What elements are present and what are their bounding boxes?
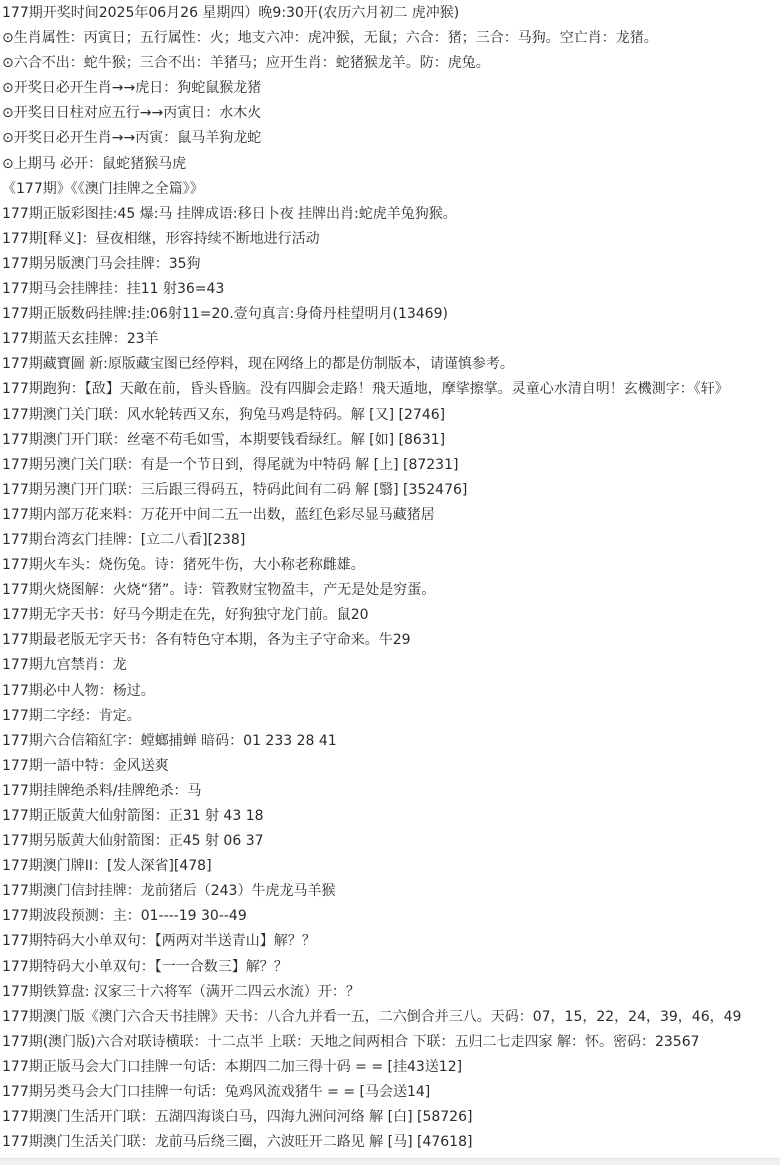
list-item: 177期另澳门关门联：有是一个节日到，得尾就为中特码 解 [上] [87231] — [2, 456, 459, 473]
list-item: 177期另版黄大仙射箭图：正45 射 06 37 — [2, 833, 264, 850]
draw-time-line: 177期开奖时间2025年06月26 星期四）晚9:30开(农历六月初二 虎冲猴) — [2, 5, 460, 21]
list-item: 177期藏寶圖 新:原版藏宝图已经停料，现在网络上的都是仿制版本，请谨慎参考。 — [2, 356, 514, 373]
list-item: 177期必中人物：杨过。 — [2, 682, 155, 699]
list-item: 177期另澳门开门联：三后跟三得码五，特码此间有二码 解 [翳] [352476] — [2, 481, 468, 498]
list-item: 177期马会挂牌挂：挂11 射36=43 — [2, 281, 225, 298]
list-item: 177期特码大小单双句：【一一合数三】解？？ — [2, 958, 288, 975]
bingyin-line: ⊙开奖日必开生肖→→丙寅：鼠马羊狗龙蛇 — [2, 130, 262, 147]
previous-issue-line: ⊙上期马 必开：鼠蛇猪猴马虎 — [2, 155, 187, 172]
combination-line: ⊙六合不出：蛇牛猴；三合不出：羊猪马；应开生肖：蛇猪猴龙羊。防：虎兔。 — [2, 55, 490, 72]
list-item: 177期澳门开门联：丝毫不苟毛如雪，本期要钱看绿红。解 [如] [8631] — [2, 431, 446, 448]
list-item: 177期铁算盘: 汉家三十六将军（满开二四云水流）开：？ — [2, 983, 360, 1000]
list-item: 177期无字天书：好马今期走在先，好狗独守龙门前。鼠20 — [2, 607, 369, 624]
tiger-day-line: ⊙开奖日必开生肖→→虎日：狗蛇鼠猴龙猪 — [2, 80, 262, 97]
list-item: 177期一語中特：金风送爽 — [2, 757, 169, 774]
list-item: 177期[释义]：昼夜相继，形容持续不断地进行活动 — [2, 230, 320, 247]
list-item: 177期正版马会大门口挂牌一句话：本期四二加三得十码 = = [挂43送12] — [2, 1058, 463, 1075]
list-item: 177期火烧图解：火烧“猪”。诗：管教财宝物盈丰，产无是处是穷蛋。 — [2, 582, 436, 599]
list-item: 177期澳门信封挂牌：龙前猪后（243）牛虎龙马羊猴 — [2, 883, 336, 900]
day-pillar-element-line: ⊙开奖日日柱对应五行→→丙寅日：水木火 — [2, 105, 262, 122]
horizontal-scrollbar[interactable] — [0, 1158, 780, 1165]
list-item: 177期澳门版《澳门六合天书挂牌》天书：八合九并看一五，二六倒合并三八。天码：07，15，22，24，39，46，49 — [2, 1008, 742, 1025]
list-item: 177期特码大小单双句：【两两对半送青山】解？？ — [2, 933, 316, 950]
section-heading: 《177期》《《澳门挂牌之全篇》》 — [2, 180, 204, 197]
list-item: 177期挂牌绝杀料/挂牌绝杀：马 — [2, 782, 202, 799]
list-item: 177期内部万花来料：万花开中间二五一出数，蓝红色彩尽显马藏猪居 — [2, 506, 435, 523]
list-item: 177期澳门牌II：[发人深省][478] — [2, 858, 212, 875]
list-item: 177期二字经：肯定。 — [2, 707, 141, 724]
list-item: 177期波段预测：主：01----19 30--49 — [2, 908, 247, 925]
document-body — [2, 5, 778, 1159]
list-item: 177期台湾玄门挂牌：[立二八看][238] — [2, 531, 246, 548]
list-item: 177期正版黄大仙射箭图：正31 射 43 18 — [2, 808, 264, 824]
list-item: 177期火车头：烧伤兔。诗：猪死牛伤，大小称老称雌雄。 — [2, 557, 365, 574]
list-item: 177期正版彩图挂:45 爆:马 挂牌成语:移日卜夜 挂牌出肖:蛇虎羊兔狗猴。 — [2, 205, 457, 222]
list-item: 177期蓝天玄挂牌：23羊 — [2, 331, 159, 348]
list-item: 177期澳门关门联：风水轮转西又东，狗兔马鸡是特码。解 [又] [2746] — [2, 406, 446, 423]
list-item: 177期跑狗：【敌】天敵在前，昏头昏脑。没有四脚会走路！飛天遁地，摩挲擦掌。灵童心水清自明！玄機測字：《轩》 — [2, 381, 729, 398]
list-item: 177期最老版无字天书：各有特色守本期，各为主子守命来。牛29 — [2, 632, 411, 649]
list-item: 177期另版澳门马会挂牌：35狗 — [2, 255, 201, 272]
list-item: 177期正版数码挂牌:挂:06射11=20.壹句真言:身倚丹桂望明月(13469) — [2, 306, 448, 323]
list-item: 177期(澳门版)六合对联诗横联：十二点半 上联：天地之间两相合 下联：五归二七走四家 解：怀。密码：23567 — [2, 1033, 700, 1050]
list-item: 177期另类马会大门口挂牌一句话：兔鸡风流戏猪牛 = = [马会送14] — [2, 1084, 431, 1101]
list-item: 177期九宫禁肖：龙 — [2, 657, 127, 674]
list-item: 177期澳门生活关门联：龙前马后绕三圈，六波旺开二路见 解 [马] [47618] — [2, 1134, 473, 1151]
zodiac-attributes-line: ⊙生肖属性：丙寅日；五行属性：火；地支六冲：虎冲猴，无鼠；六合：猪；三合：马狗。空亡肖：龙猪。 — [2, 30, 658, 47]
list-item: 177期澳门生活开门联：五湖四海谈白马，四海九洲问河络 解 [白] [58726] — [2, 1109, 473, 1126]
list-item: 177期六合信箱紅字：螳螂捕蝉 暗码：01 233 28 41 — [2, 732, 337, 749]
